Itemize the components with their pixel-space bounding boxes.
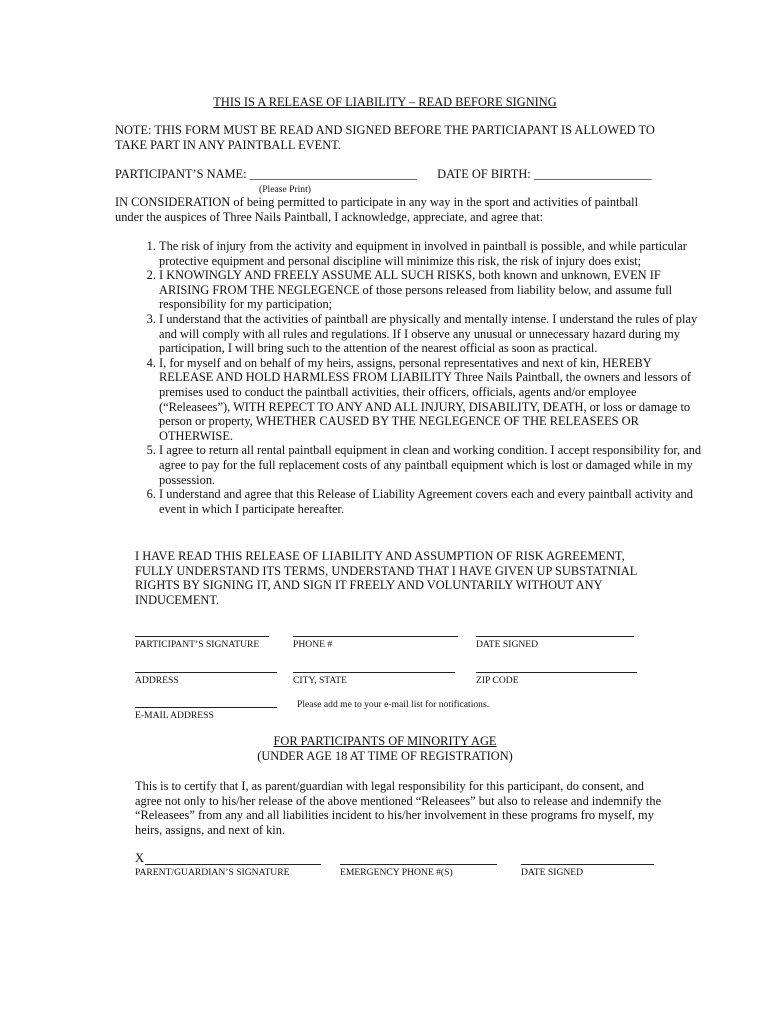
guardian-signature-label: PARENT/GUARDIAN’S SIGNATURE xyxy=(135,867,290,878)
emergency-phone-line[interactable] xyxy=(340,864,497,865)
guardian-certification-paragraph: This is to certify that I, as parent/guardian with legal responsibility for this participant, do consent, and agree not only to his/her release of the above mentioned “Releasees” but also to release and indemnify the “Releasees” from any and all liabilities incident to his/her involvement in these programs fro myself, my heirs, assigns, and next of kin. xyxy=(135,779,662,837)
signature-x-mark: X xyxy=(135,851,144,865)
term-item: 3. I understand that the activities of paintball are physically and mentally intense. I understand the rules of play and will comply with all rules and regulations. If I observe any unusual or unnecessary hazard during my participation, I will bring such to the attention of the nearest official as soon as practical. xyxy=(159,312,704,356)
please-print-hint: (Please Print) xyxy=(259,184,311,195)
emergency-phone-label: EMERGENCY PHONE #(S) xyxy=(340,867,453,878)
term-item: 4. I, for myself and on behalf of my heirs, assigns, personal representatives and next of kin, HEREBY RELEASE AND HOLD HARMLESS FROM LIABILITY Three Nails Paintball, the owners and lessors of premises used to conduct the paintball activities, their officers, officials, agents and/or employee (“Releasees”), WITH REPECT TO ANY AND ALL INJURY, DISABILITY, DEATH, or loss or damage to person or property, WHETHER CAUSED BY THE NEGLEGENCE OF THE RELEASEES OR OTHERWISE. xyxy=(159,356,704,444)
email-label: E-MAIL ADDRESS xyxy=(135,710,214,721)
email-list-note: Please add me to your e-mail list for notifications. xyxy=(297,699,490,710)
city-state-line[interactable] xyxy=(293,672,455,673)
consideration-paragraph: IN CONSIDERATION of being permitted to participate in any way in the sport and activities of paintball under the auspices of Three Nails Paintball, I acknowledge, appreciate, and agree that: xyxy=(115,195,639,224)
minor-section-subheading: (UNDER AGE 18 AT TIME OF REGISTRATION) xyxy=(257,748,513,763)
city-state-label: CITY, STATE xyxy=(293,675,347,686)
address-line[interactable] xyxy=(135,672,277,673)
zip-code-line[interactable] xyxy=(476,672,637,673)
acknowledgement-paragraph: I HAVE READ THIS RELEASE OF LIABILITY AND ASSUMPTION OF RISK AGREEMENT, FULLY UNDERSTAND ITS TERMS, UNDERSTAND THAT I HAVE GIVEN UP SUBSTATNIAL RIGHTS BY SIGNING IT, AND SIGN IT FREELY AND VOLUNTARILY WITHOUT ANY INDUCEMENT. xyxy=(135,549,637,607)
term-item: 1. The risk of injury from the activity and equipment in involved in paintball is possible, and while particular protective equipment and personal discipline will minimize this risk, the risk of injury does exist; xyxy=(159,239,704,268)
participant-signature-label: PARTICIPANT’S SIGNATURE xyxy=(135,639,260,650)
address-label: ADDRESS xyxy=(135,675,179,686)
participant-signature-line[interactable] xyxy=(135,636,269,637)
email-line[interactable] xyxy=(135,707,277,708)
zip-code-label: ZIP CODE xyxy=(476,675,519,686)
term-item: 6. I understand and agree that this Release of Liability Agreement covers each and every paintball activity and event in which I participate hereafter. xyxy=(159,487,704,516)
minor-section-header xyxy=(0,734,770,763)
phone-label: PHONE # xyxy=(293,639,333,650)
terms-list xyxy=(115,239,704,516)
minor-section-heading: FOR PARTICIPANTS OF MINORITY AGE xyxy=(273,734,497,748)
date-signed-label: DATE SIGNED xyxy=(476,639,539,650)
guardian-signature-line[interactable] xyxy=(145,864,321,865)
term-item: 5. I agree to return all rental paintball equipment in clean and working condition. I accept responsibility for, and agree to pay for the full replacement costs of any paintball equipment which is lost or damaged while in my possession. xyxy=(159,443,704,487)
date-signed-line[interactable] xyxy=(476,636,634,637)
participant-name-label: PARTICIPANT’S NAME: ___________________________ xyxy=(115,167,417,181)
document-title: THIS IS A RELEASE OF LIABILITY – READ BEFORE SIGNING xyxy=(213,95,557,109)
date-of-birth-label: DATE OF BIRTH: ___________________ xyxy=(437,167,652,181)
note-paragraph: NOTE: THIS FORM MUST BE READ AND SIGNED BEFORE THE PARTICIAPANT IS ALLOWED TO TAKE PART IN ANY PAINTBALL EVENT. xyxy=(115,123,655,152)
term-item: 2. I KNOWINGLY AND FREELY ASSUME ALL SUCH RISKS, both known and unknown, EVEN IF ARISING FROM THE NEGLEGENCE of those persons released from liability below, and assume full responsibility for my participation; xyxy=(159,268,704,312)
guardian-date-signed-line[interactable] xyxy=(521,864,654,865)
guardian-date-signed-label: DATE SIGNED xyxy=(521,867,584,878)
phone-line[interactable] xyxy=(293,636,458,637)
participant-info-row xyxy=(115,167,675,182)
